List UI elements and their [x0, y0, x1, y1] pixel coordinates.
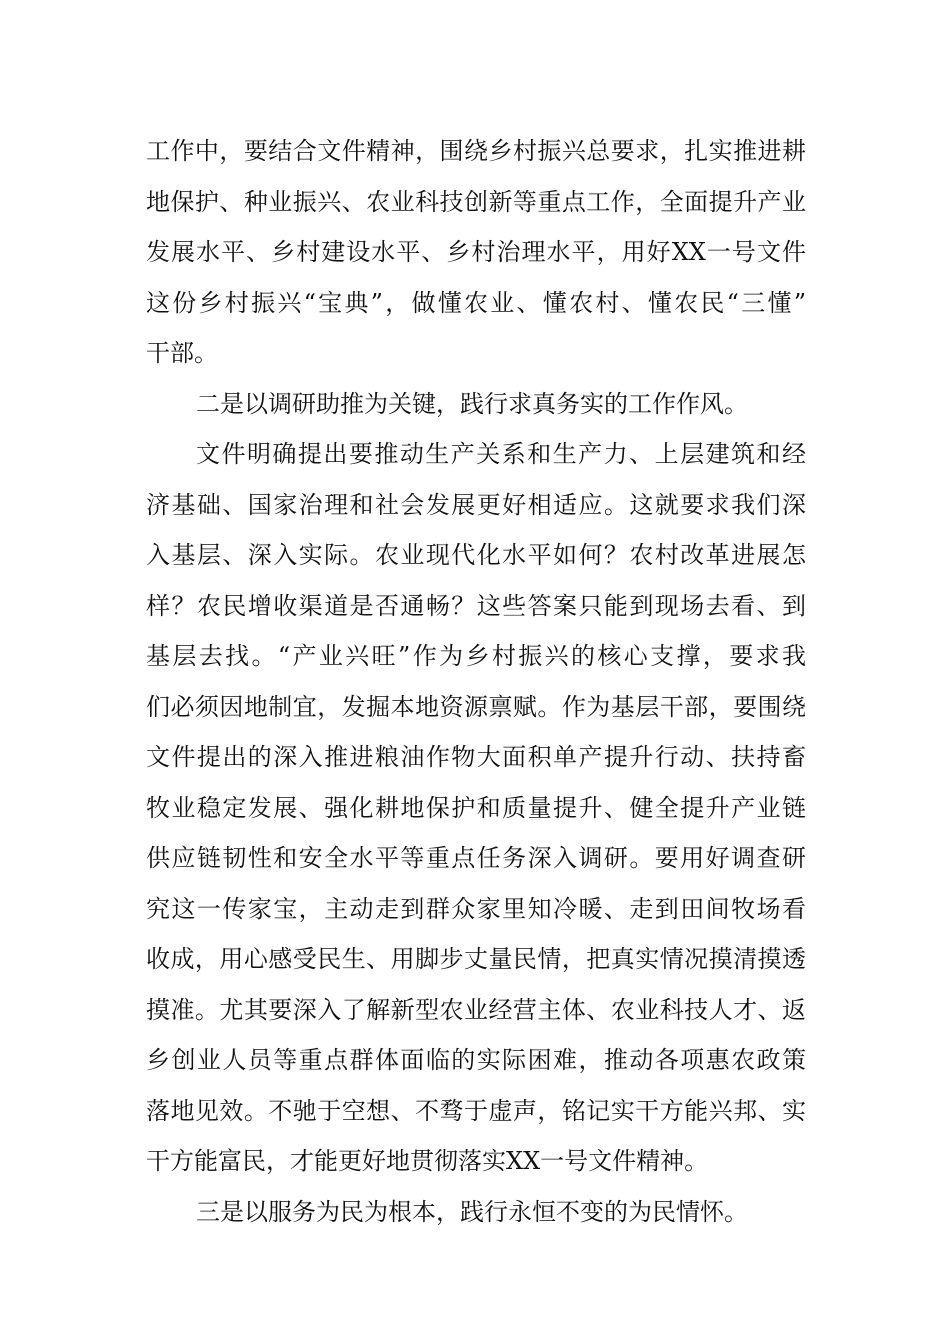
text-line: 落地见效。不驰于空想、不骛于虚声，铭记实干方能兴邦、实	[146, 1096, 806, 1125]
text-line: 收成，用心感受民生、用脚步丈量民情，把真实情况摸清摸透	[146, 945, 806, 973]
text-line: 工作中，要结合文件精神，围绕乡村振兴总要求，扎实推进耕	[146, 137, 806, 165]
text-line: 牧业稳定发展、强化耕地保护和质量提升、健全提升产业链	[146, 793, 806, 822]
section-heading: 三是以服务为民为根本，践行永恒不变的为民情怀。	[196, 1197, 748, 1226]
text-line: 摸准。尤其要深入了解新型农业经营主体、农业科技人才、返	[146, 995, 806, 1024]
text-line: 基层去找。“产业兴旺”作为乡村振兴的核心支撑，要求我	[146, 642, 806, 670]
text-line: 济基础、国家治理和社会发展更好相适应。这就要求我们深	[146, 490, 806, 519]
text-line: 们必须因地制宜，发掘本地资源禀赋。作为基层干部，要围绕	[146, 692, 806, 721]
text-line: 供应链韧性和安全水平等重点任务深入调研。要用好调查研	[146, 844, 806, 872]
text-line: 乡创业人员等重点群体面临的实际困难，推动各项惠农政策	[146, 1046, 806, 1074]
text-line: 样？农民增收渠道是否通畅？这些答案只能到现场去看、到	[146, 591, 806, 620]
section-heading: 二是以调研助推为关键，践行求真务实的工作作风。	[196, 389, 748, 418]
text-line: 发展水平、乡村建设水平、乡村治理水平，用好XX一号文件	[146, 238, 806, 266]
text-line: 这份乡村振兴“宝典”，做懂农业、懂农村、懂农民“三懂”	[146, 288, 806, 317]
body-text	[146, 126, 806, 1237]
text-line: 文件提出的深入推进粮油作物大面积单产提升行动、扶持畜	[146, 743, 806, 771]
text-line: 干方能富民，才能更好地贯彻落实XX一号文件精神。	[146, 1147, 709, 1175]
text-line: 干部。	[146, 339, 218, 367]
text-line: 究这一传家宝，主动走到群众家里知冷暖、走到田间牧场看	[146, 894, 806, 923]
text-line: 文件明确提出要推动生产关系和生产力、上层建筑和经	[196, 440, 806, 468]
text-line: 地保护、种业振兴、农业科技创新等重点工作，全面提升产业	[146, 187, 806, 216]
text-line: 入基层、深入实际。农业现代化水平如何？农村改革进展怎	[146, 541, 806, 569]
